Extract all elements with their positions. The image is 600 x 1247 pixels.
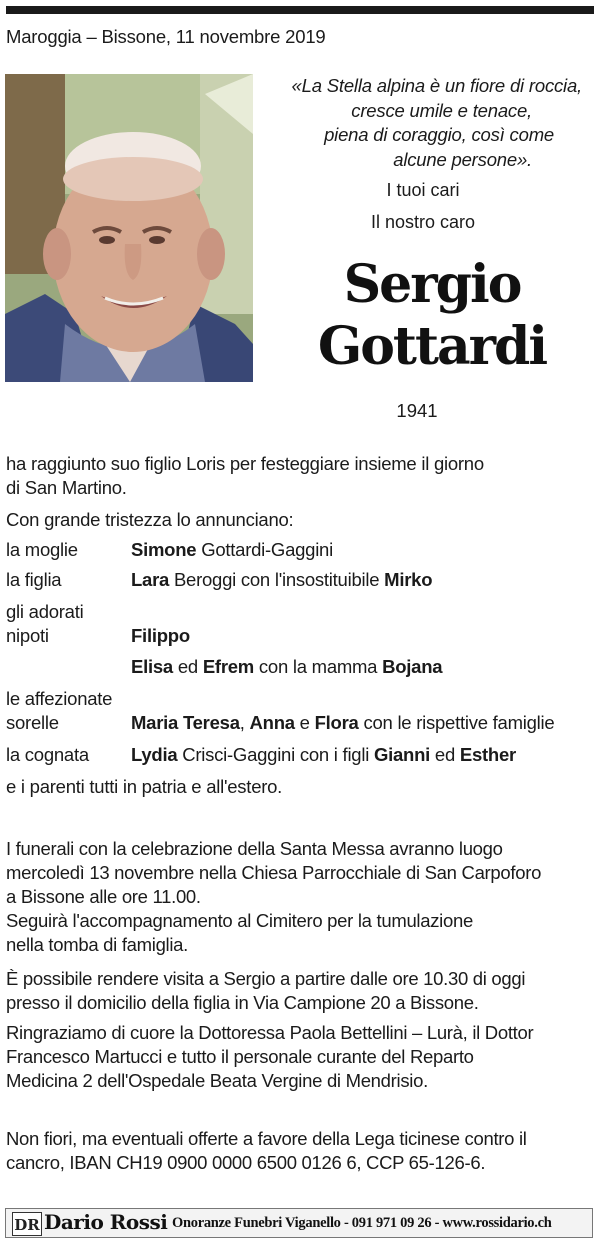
funeral-home-footer (5, 1208, 593, 1238)
visit-line: presso il domicilio della figlia in Via Campione 20 a Bissone. (6, 992, 479, 1013)
thanks-line: Medicina 2 dell'Ospedale Beata Vergine di Mendrisio. (6, 1070, 428, 1091)
family-names: Lara Beroggi con l'insostituibile Mirko (131, 569, 433, 590)
quote (262, 74, 592, 172)
funeral-line: Seguirà l'accompagnamento al Cimitero per la tumulazione (6, 910, 473, 931)
relation-label: la moglie (6, 539, 78, 560)
funeral-home-contact: Onoranze Funebri Viganello - 091 971 09 26 - www.rossidario.ch (172, 1215, 552, 1231)
quote-line: piena di coraggio, così come (324, 124, 554, 146)
our-dear-label: Il nostro caro (370, 212, 476, 232)
funeral-line: a Bissone alle ore 11.00. (6, 886, 201, 907)
funeral-home-logo (12, 1212, 42, 1236)
family-row-daughter (6, 568, 586, 594)
funeral-line: mercoledì 13 novembre nella Chiesa Parrocchiale di San Carpoforo (6, 862, 542, 883)
family-row-relatives (6, 775, 586, 801)
visit-info (6, 967, 586, 1015)
thanks-line: Ringraziamo di cuore la Dottoressa Paola Bettellini – Lurà, il Dottor (6, 1022, 534, 1043)
funeral-line: nella tomba di famiglia. (6, 934, 189, 955)
birth-year: 1941 (396, 400, 438, 421)
thanks-text (6, 1021, 586, 1093)
funeral-info (6, 837, 586, 957)
donations-line: Non fiori, ma eventuali offerte a favore della Lega ticinese contro il (6, 1128, 527, 1149)
relation-label: la figlia (6, 569, 62, 590)
family-names: Maria Teresa, Anna e Flora con le rispettive famiglie (131, 712, 555, 733)
family-names: Filippo (131, 625, 190, 646)
announce-text: Con grande tristezza lo annunciano: (6, 509, 294, 530)
top-rule (6, 6, 594, 14)
svg-text:DR: DR (14, 1216, 40, 1234)
family-row-sisters (6, 687, 586, 739)
quote-signature: I tuoi cari (386, 180, 460, 200)
donations-text (6, 1127, 586, 1175)
intro-line: di San Martino. (6, 477, 127, 498)
family-names: Simone Gottardi-Gaggini (131, 539, 333, 560)
funeral-line: I funerali con la celebrazione della Santa Messa avranno luogo (6, 838, 503, 859)
portrait-photo (5, 74, 253, 382)
relation-label: le affezionate sorelle (6, 688, 113, 733)
relation-label: la cognata (6, 744, 89, 765)
deceased-last-name: Gottardi (317, 316, 547, 377)
family-row-sister-in-law (6, 743, 586, 769)
visit-line: È possibile rendere visita a Sergio a partire dalle ore 10.30 di oggi (6, 968, 526, 989)
quote-line: «La Stella alpina è un fiore di roccia, (291, 75, 582, 96)
quote-line: alcune persone». (393, 148, 532, 170)
family-names: Elisa ed Efrem con la mamma Bojana (131, 656, 443, 677)
place-date: Maroggia – Bissone, 11 novembre 2019 (6, 26, 326, 47)
family-row-grandchildren (6, 600, 586, 652)
funeral-home-name: Dario Rossi (44, 1210, 168, 1234)
quote-line: cresce umile e tenace, (351, 99, 532, 121)
intro-text (6, 452, 546, 500)
family-row-wife (6, 538, 586, 564)
family-names: Lydia Crisci-Gaggini con i figli Gianni ed Esther (131, 744, 516, 765)
intro-line: ha raggiunto suo figlio Loris per festeggiare insieme il giorno (6, 453, 484, 474)
donations-line: cancro, IBAN CH19 0900 0000 6500 0126 6, CCP 65-126-6. (6, 1152, 486, 1173)
relation-label: gli adorati nipoti (6, 601, 84, 646)
family-row-grandchildren-2 (6, 655, 586, 681)
deceased-first-name: Sergio (343, 254, 521, 315)
thanks-line: Francesco Martucci e tutto il personale curante del Reparto (6, 1046, 474, 1067)
relatives-text: e i parenti tutti in patria e all'estero. (6, 776, 283, 797)
